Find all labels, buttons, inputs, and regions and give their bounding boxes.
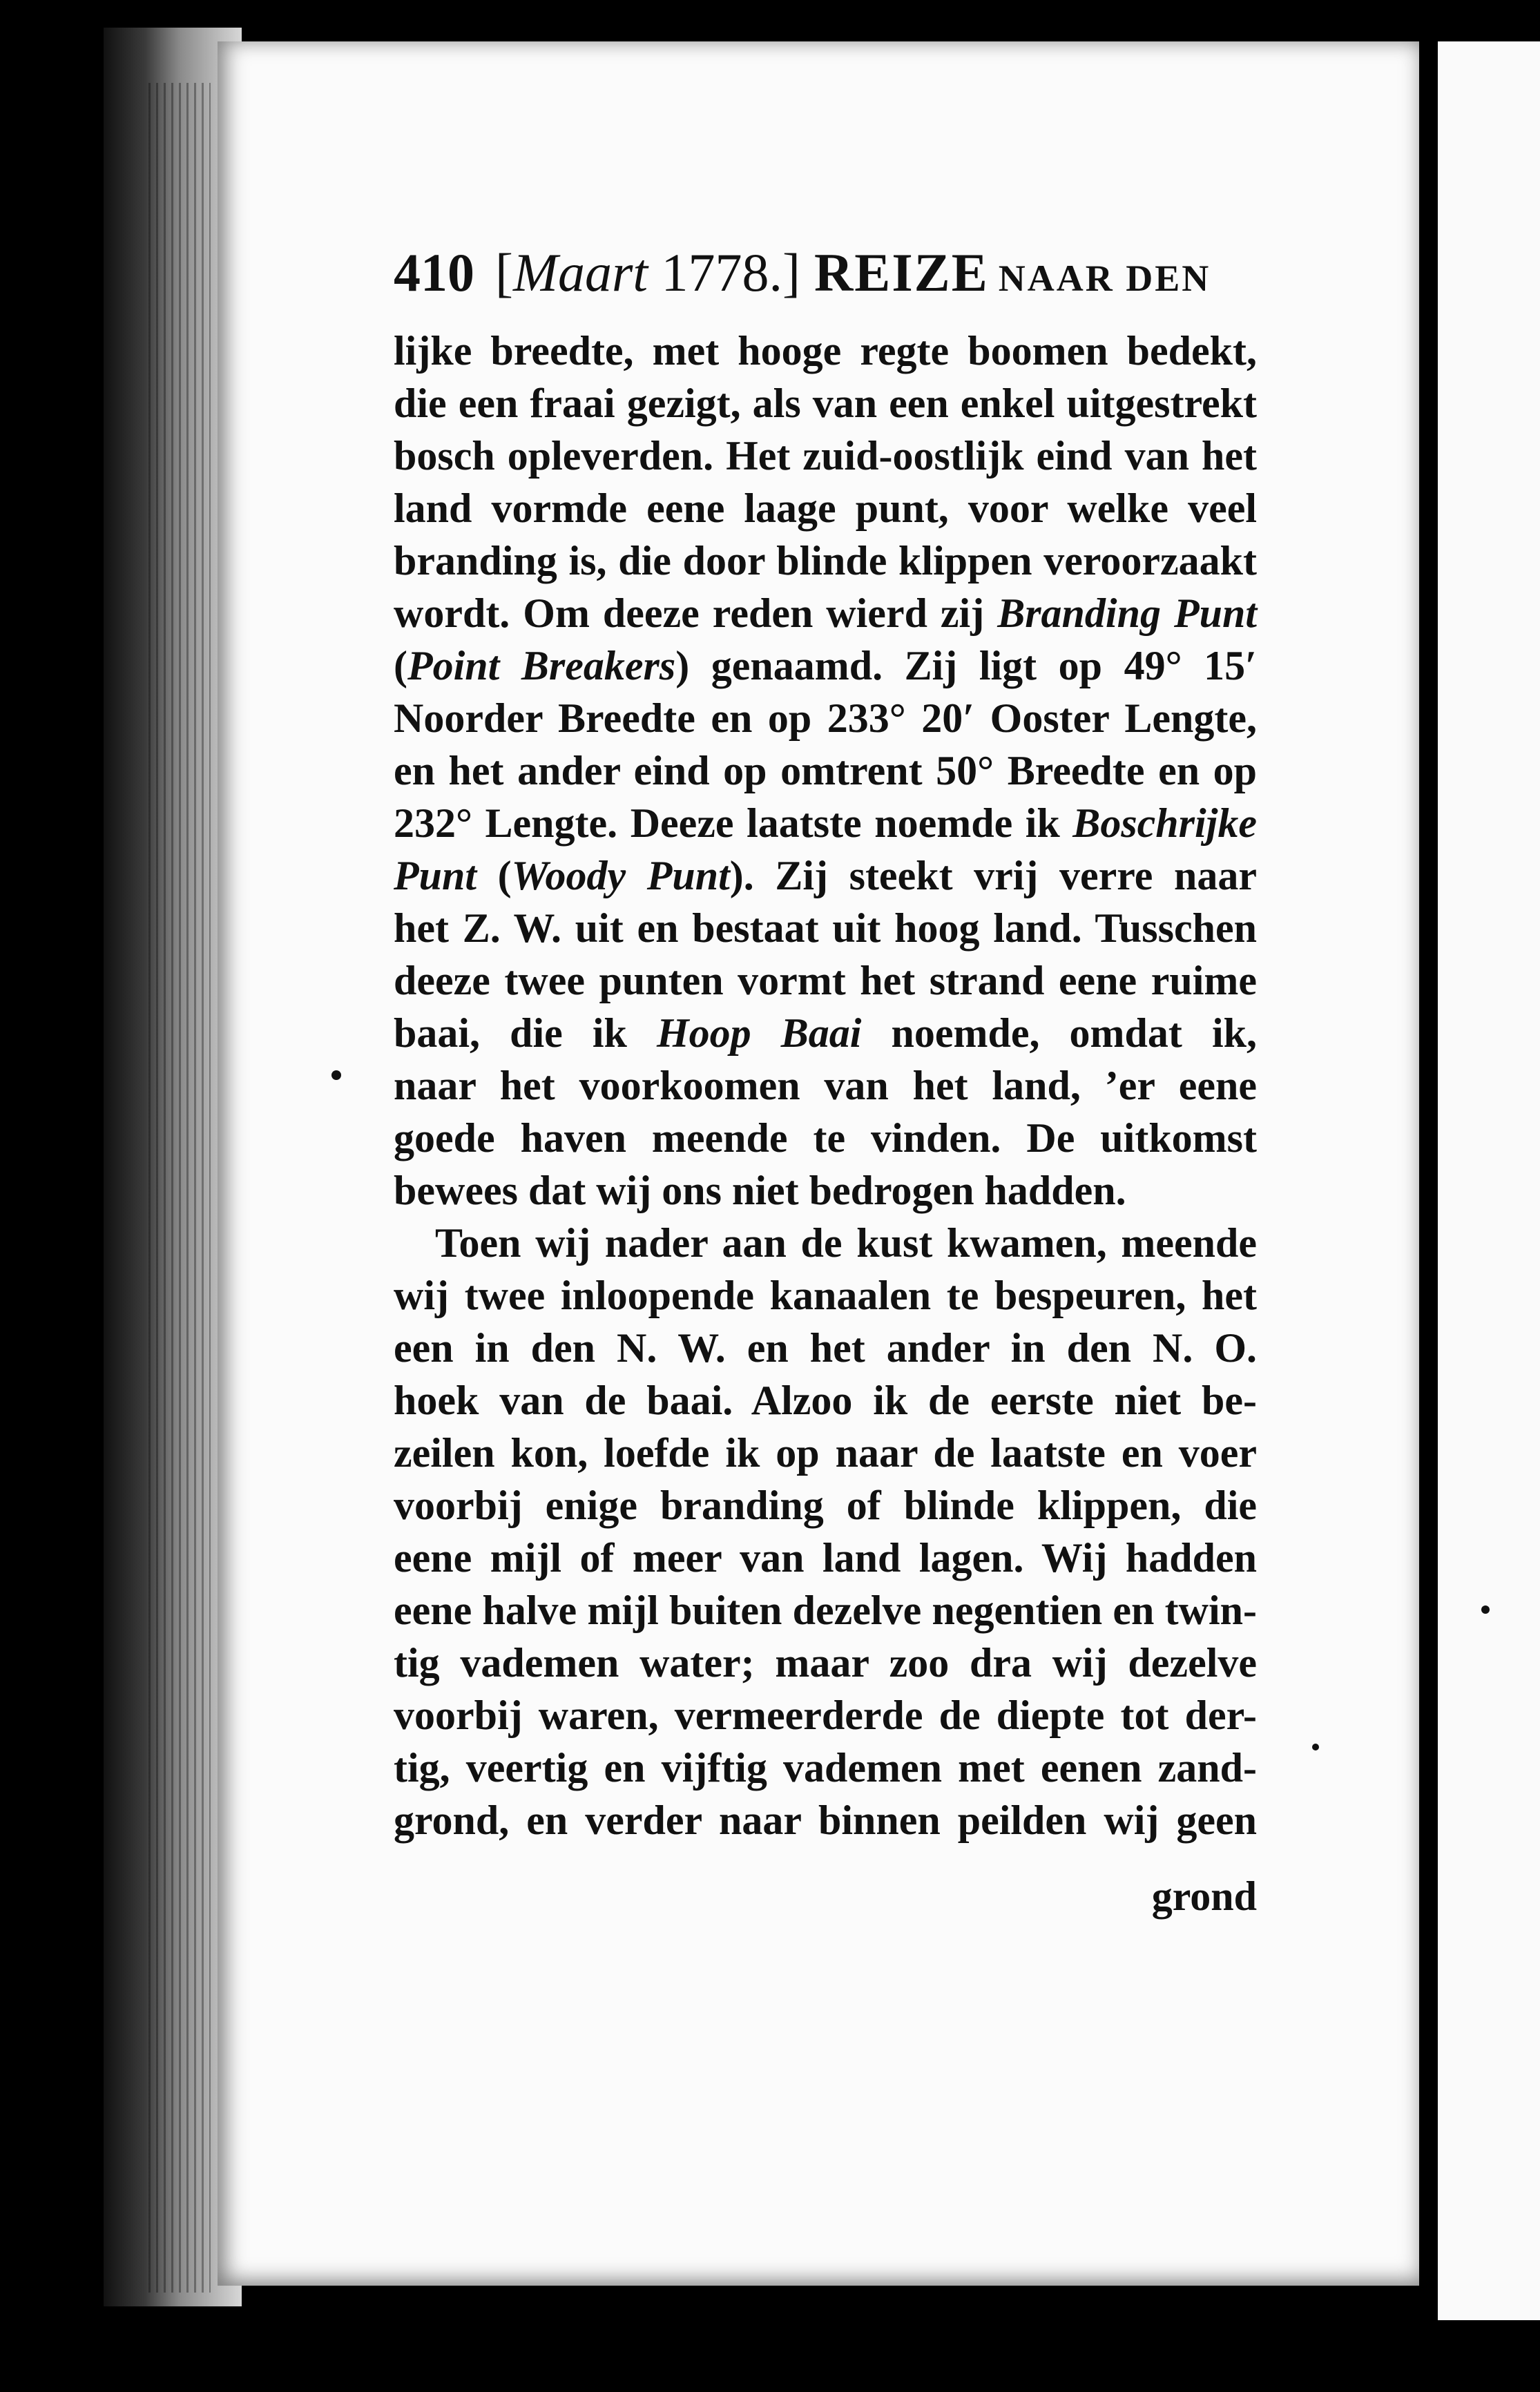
text-segment: goede haven meende te vinden. De uitkomst: [394, 1115, 1257, 1161]
text-segment: 232° Lengte. Deeze laatste noemde ik: [394, 800, 1073, 846]
italic-text: Punt: [394, 853, 477, 898]
text-segment: lijke breedte, met hooge regte boomen bedekt,: [394, 328, 1257, 374]
text-line: [394, 1794, 1257, 1846]
ink-speck: [1312, 1744, 1319, 1750]
text-line: [394, 430, 1257, 482]
text-line: [394, 1269, 1257, 1322]
running-head-title: REIZE: [814, 242, 989, 302]
text-segment: ) genaamd. Zij ligt op 49° 15′: [675, 643, 1257, 688]
text-segment: eene halve mijl buiten dezelve negentien en twin-: [394, 1588, 1257, 1633]
page-number: 410: [394, 242, 474, 302]
text-segment: voorbij enige branding of blinde klippen, die: [394, 1483, 1257, 1528]
text-line: [394, 954, 1257, 1007]
text-segment: deeze twee punten vormt het strand eene ruime: [394, 958, 1257, 1003]
text-segment: wij twee inloopende kanaalen te bespeuren, het: [394, 1273, 1257, 1318]
text-line: [394, 1584, 1257, 1637]
text-line: [394, 1427, 1257, 1479]
text-line: [394, 1637, 1257, 1689]
text-segment: die een fraai gezigt, als van een enkel uitgestrekt: [394, 380, 1257, 426]
text-line: [394, 1322, 1257, 1374]
ink-speck: [331, 1070, 341, 1080]
text-segment: wordt. Om deeze reden wierd zij: [394, 590, 998, 636]
text-segment: het Z. W. uit en bestaat uit hoog land. Tusschen: [394, 905, 1257, 951]
italic-text: Boschrijke: [1072, 800, 1257, 846]
running-head: [394, 242, 1257, 318]
text-line: [394, 1532, 1257, 1584]
italic-text: Woody Punt: [511, 853, 730, 898]
text-segment: Noorder Breedte en op 233° 20′ Ooster Lengte,: [394, 695, 1257, 741]
text-line: [394, 744, 1257, 797]
text-segment: (: [477, 853, 512, 898]
running-head-title-small: NAAR DEN: [998, 258, 1211, 299]
text-line: [394, 797, 1257, 849]
italic-text: Branding Punt: [997, 590, 1258, 636]
text-segment: baai, die ik: [394, 1010, 657, 1056]
text-segment: ). Zij steekt vrij verre naar: [729, 853, 1257, 898]
text-segment: grond, en verder naar binnen peilden wij geen: [394, 1797, 1257, 1843]
text-line: [394, 1007, 1257, 1059]
text-line: [394, 1164, 1257, 1217]
text-segment: bosch opleverden. Het zuid-oostlijk eind van het: [394, 433, 1257, 479]
text-line: [394, 639, 1257, 692]
text-segment: bewees dat wij ons niet bedrogen hadden.: [394, 1168, 1126, 1213]
facing-page-edge: [1430, 41, 1540, 2320]
text-line: [394, 1374, 1257, 1427]
text-line: [394, 1742, 1257, 1794]
text-line: [394, 1217, 1257, 1269]
text-line: [394, 1689, 1257, 1742]
text-line: [394, 377, 1257, 430]
italic-text: Hoop Baai: [656, 1010, 862, 1056]
text-line: [394, 534, 1257, 587]
text-line: [394, 692, 1257, 744]
text-segment: eene mijl of meer van land lagen. Wij hadden: [394, 1535, 1257, 1581]
text-line: [394, 325, 1257, 377]
text-segment: zeilen kon, loefde ik op naar de laatste en voer: [394, 1430, 1257, 1476]
text-line: [394, 482, 1257, 534]
text-segment: een in den N. W. en het ander in den N. O.: [394, 1325, 1257, 1371]
text-segment: tig, veertig en vijftig vademen met eenen zand-: [394, 1745, 1257, 1791]
page-edge-stack: [148, 83, 211, 2293]
ink-speck: [1481, 1605, 1490, 1614]
text-segment: branding is, die door blinde klippen veroorzaakt: [394, 538, 1257, 583]
text-segment: naar het voorkoomen van het land, ’er eene: [394, 1063, 1257, 1108]
text-line: [394, 1059, 1257, 1112]
italic-text: Point Breakers: [407, 643, 676, 688]
text-line: [394, 902, 1257, 954]
body-text: [394, 325, 1257, 1846]
text-line: [394, 1479, 1257, 1532]
text-line: [394, 849, 1257, 902]
text-segment: Toen wij nader aan de kust kwamen, meende: [435, 1220, 1257, 1266]
text-line: [394, 587, 1257, 639]
text-segment: en het ander eind op omtrent 50° Breedte en op: [394, 748, 1257, 793]
text-segment: noemde, omdat ik,: [861, 1010, 1257, 1056]
text-segment: (: [394, 643, 407, 688]
text-segment: tig vademen water; maar zoo dra wij dezelve: [394, 1640, 1257, 1686]
running-head-date: [Maart 1778.]: [495, 242, 800, 302]
text-line: [394, 1112, 1257, 1164]
catchword: grond: [1151, 1873, 1257, 1919]
text-segment: hoek van de baai. Alzoo ik de eerste niet be-: [394, 1378, 1257, 1423]
text-segment: voorbij waren, vermeerderde de diepte tot der-: [394, 1692, 1257, 1738]
text-segment: land vormde eene laage punt, voor welke veel: [394, 485, 1257, 531]
